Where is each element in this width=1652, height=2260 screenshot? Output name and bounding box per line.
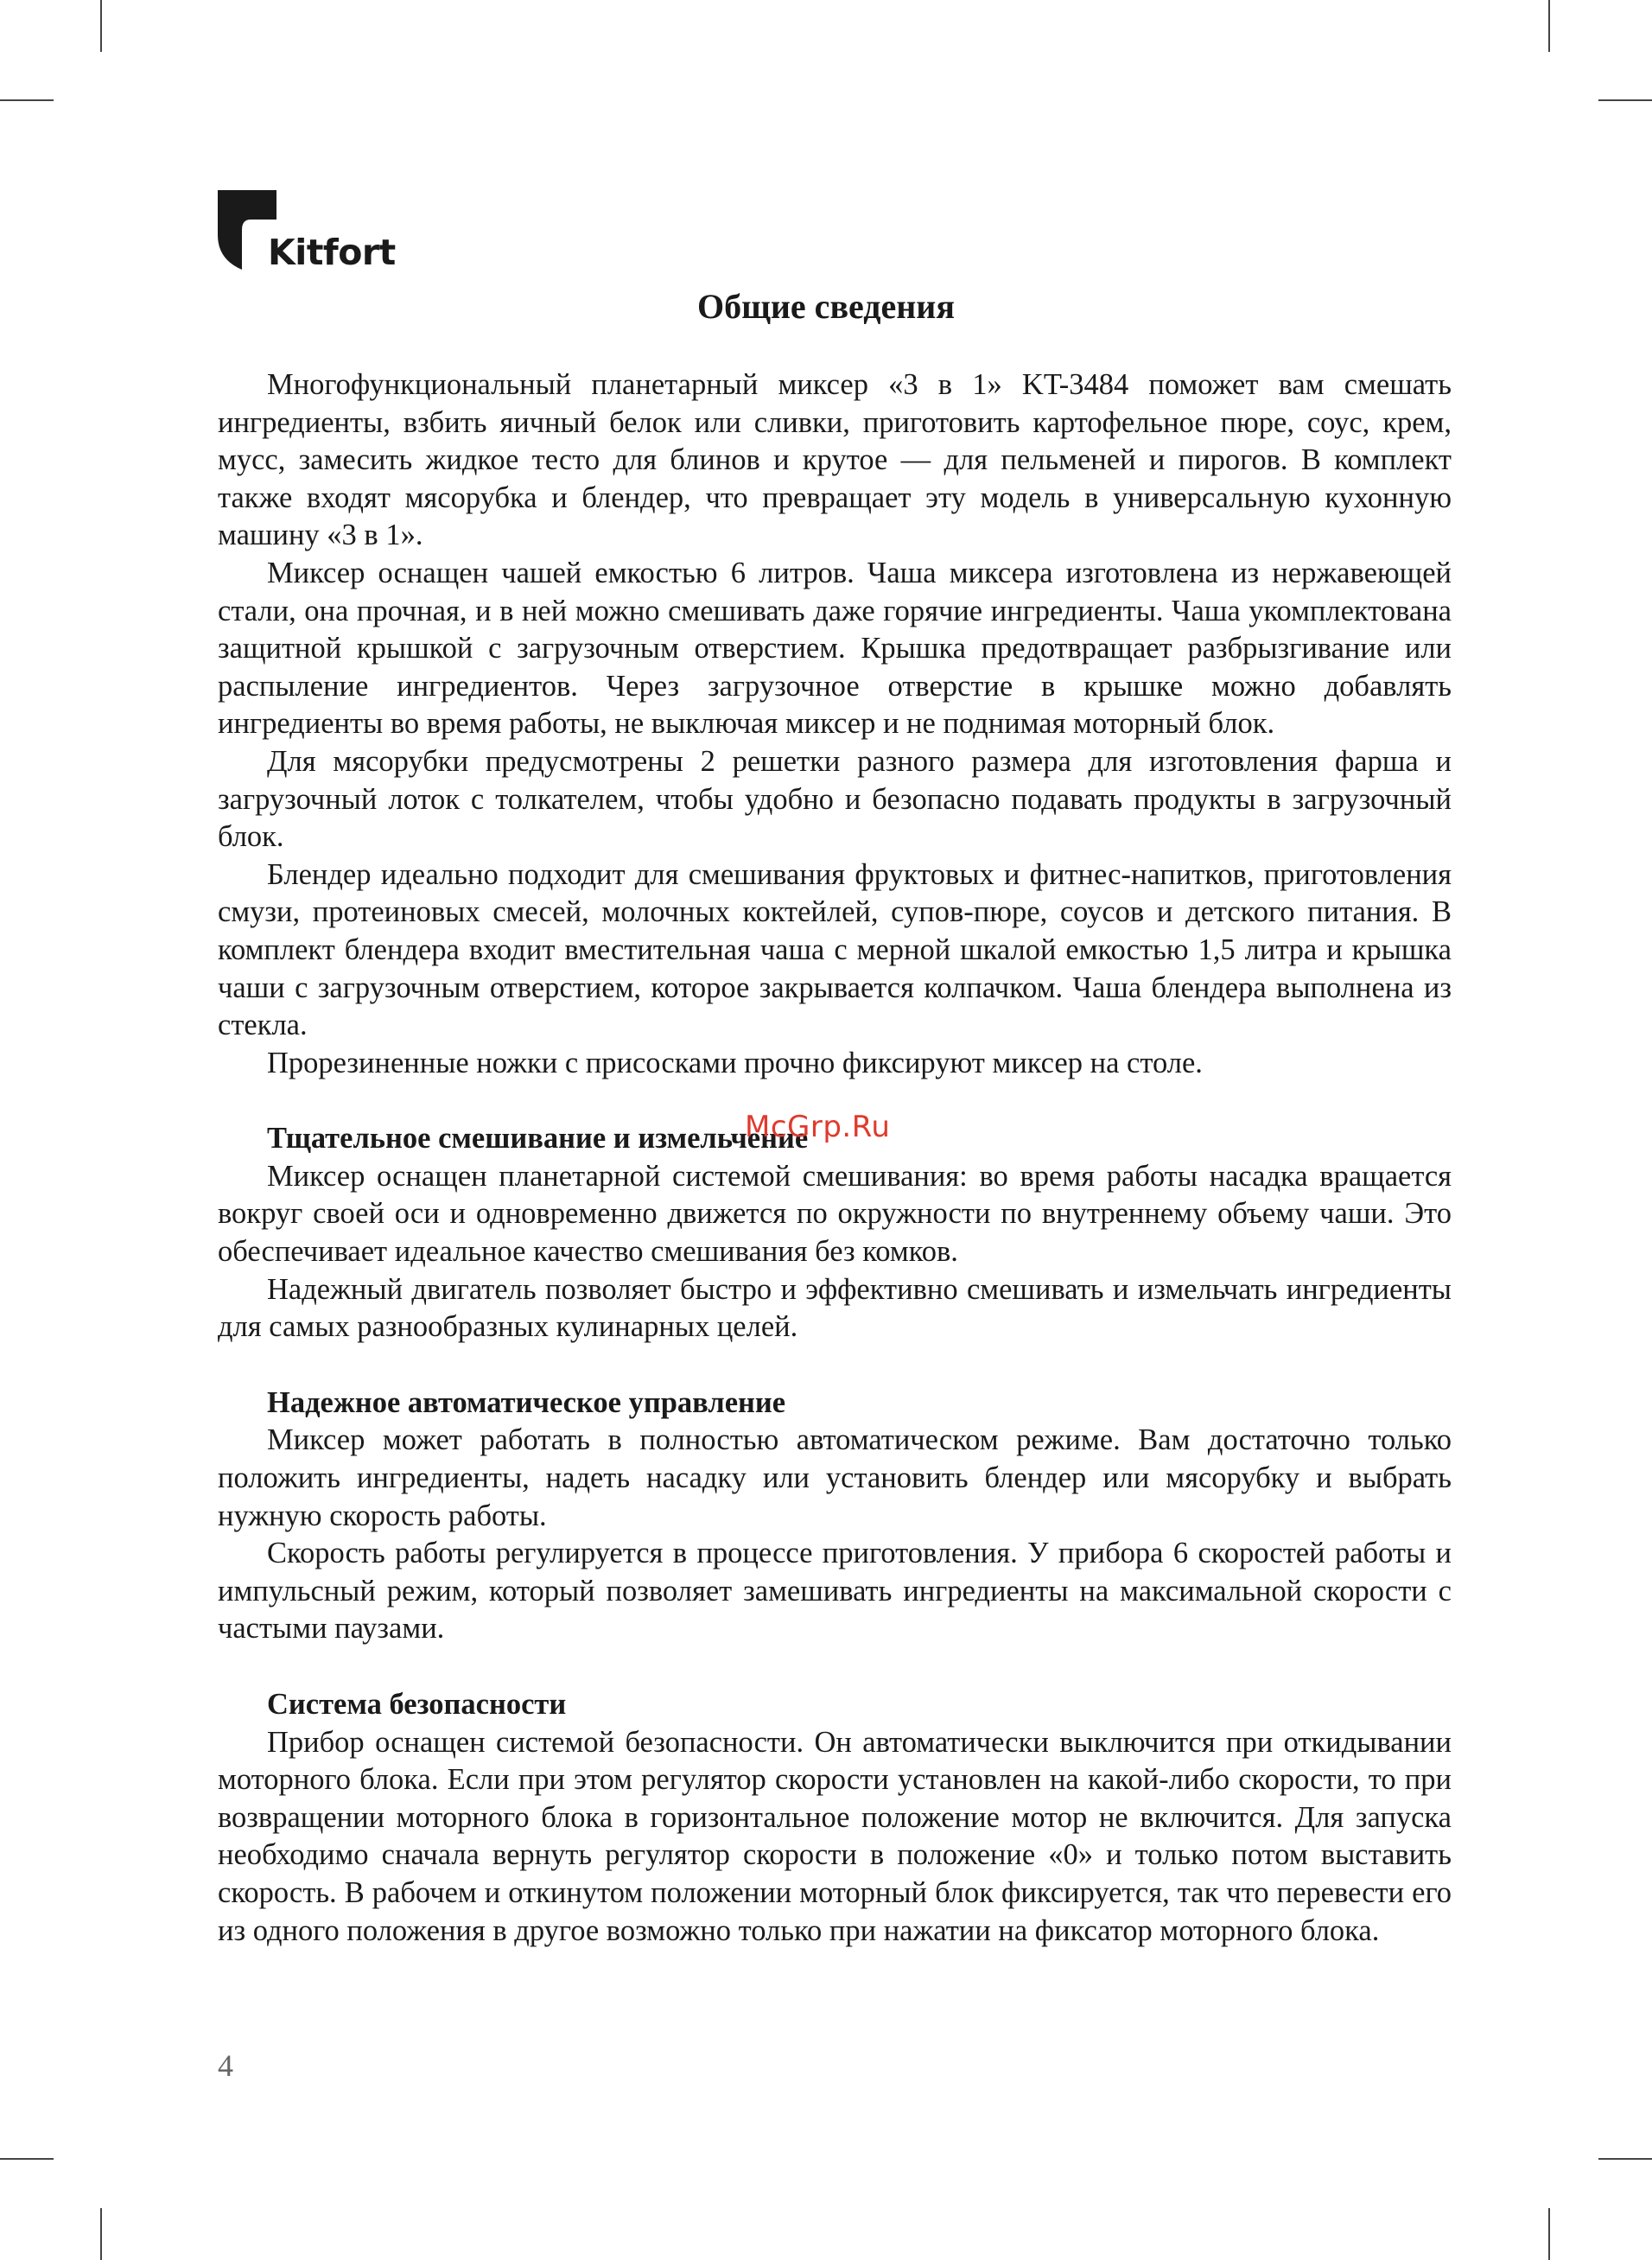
paragraph: Скорость работы регулируется в процессе приготовления. У прибора 6 скоростей работы и импульсный режим, который позволяет замешивать ингредиенты на максимальной скорости с частыми паузами. [218, 1537, 1452, 1646]
page-title: Общие сведения [697, 287, 955, 326]
crop-mark-top-right-h [1598, 99, 1652, 101]
crop-mark-top-left-h [0, 99, 54, 101]
paragraph: Блендер идеально подходит для смешивания фруктовых и фитнес-напитков, приготовления смузи, протеиновых смесей, молочных коктейлей, супов-пюре, соусов и детского питания. В комплект блендера входит вместительная чаша с мерной шкалой емкостью 1,5 литра и крышка чаши с загрузочным отверстием, которое закрывается колпачком. Чаша блендера выполнена из стекла. [218, 857, 1452, 1042]
crop-mark-bottom-left [100, 2208, 102, 2260]
crop-mark-top-left [100, 0, 102, 52]
crop-mark-bottom-left-h [0, 2158, 54, 2160]
paragraph: Миксер оснащен чашей емкостью 6 литров. Чаша миксера изготовлена из нержавеющей стали, она прочная, и в ней можно смешивать даже горячие ингредиенты. Чаша укомплектована защитной крышкой с загрузочным отверстием. Крышка предотвращает разбрызгивание или распыление ингредиентов. Через загрузочное отверстие в крышке можно добавлять ингредиенты во время работы, не выключая миксер и не поднимая моторный блок. [218, 556, 1452, 741]
section-control [218, 1385, 1452, 1648]
section-heading: Тщательное смешивание и измельчение [267, 1122, 809, 1155]
paragraph: Многофункциональный планетарный миксер «3 в 1» KT-3484 поможет вам смешать ингредиенты, взбить яичный белок или сливки, приготовить картофельное пюре, соус, крем, мусс, замесить жидкое тесто для блинов и крутое — для пельменей и пирогов. В комплект также входят мясорубка и блендер, что превращает эту модель в универсальную кухонную машину «3 в 1». [218, 368, 1452, 552]
crop-mark-bottom-right-h [1598, 2158, 1652, 2160]
paragraph: Миксер может работать в полностью автоматическом режиме. Вам достаточно только положить ингредиенты, надеть насадку или установить блендер или мясорубку и выбрать нужную скорость работы. [218, 1423, 1452, 1532]
crop-mark-top-right [1548, 0, 1550, 52]
page-number: 4 [218, 2048, 233, 2083]
paragraph: Надежный двигатель позволяет быстро и эффективно смешивать и измельчать ингредиенты для самых разнообразных кулинарных целей. [218, 1272, 1452, 1344]
paragraph: Прибор оснащен системой безопасности. Он автоматически выключится при откидывании моторного блока. Если при этом регулятор скорости установлен на какой-либо скорости, то при возвращении моторного блока в горизонтальное положение мотор не включится. Для запуска необходимо сначала вернуть регулятор скорости в положение «0» и только потом выставить скорость. В рабочем и откинутом положении моторный блок фиксируется, так что перевести его из одного положения в другое возможно только при нажатии на фиксатор моторного блока. [218, 1725, 1452, 1947]
brand-name: Kitfort [268, 232, 396, 273]
paragraph: Прорезиненные ножки с присосками прочно фиксируют миксер на столе. [267, 1046, 1203, 1079]
section-heading: Система безопасности [267, 1688, 567, 1721]
crop-mark-bottom-right [1548, 2208, 1550, 2260]
section-mixing [218, 1120, 1452, 1346]
section-heading: Надежное автоматическое управление [267, 1385, 786, 1419]
section-safety [218, 1686, 1452, 1950]
paragraph: Для мясорубки предусмотрены 2 решетки разного размера для изготовления фарша и загрузочный лоток с толкателем, чтобы удобно и безопасно подавать продукты в загрузочный блок. [218, 744, 1452, 854]
intro-section [218, 366, 1452, 1082]
paragraph: Миксер оснащен планетарной системой смешивания: во время работы насадка вращается вокруг своей оси и одновременно движется по окружности по внутреннему объему чаши. Это обеспечивает идеальное качество смешивания без комков. [218, 1159, 1452, 1269]
kitfort-logo [218, 190, 396, 277]
watermark: McGrp.Ru [745, 1110, 891, 1144]
document-body [218, 366, 1452, 1950]
